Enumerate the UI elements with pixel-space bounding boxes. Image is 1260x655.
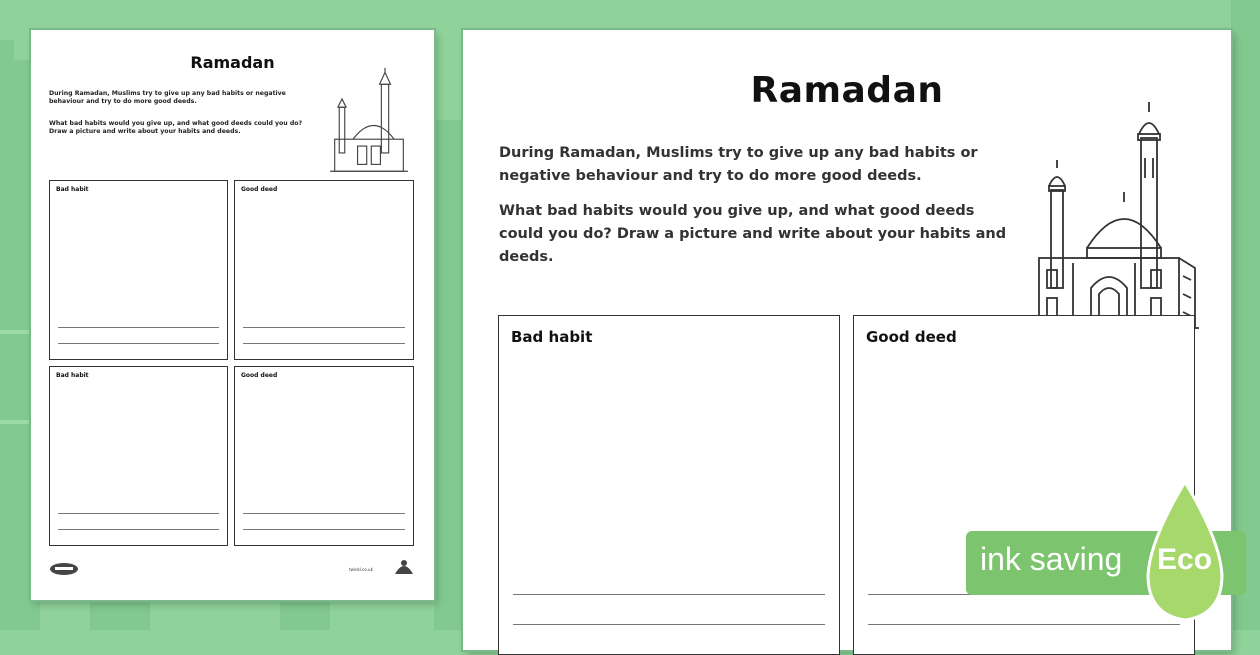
box-label: Bad habit bbox=[56, 372, 89, 379]
habit-box[interactable] bbox=[49, 180, 228, 360]
ink-saving-label: ink saving bbox=[980, 541, 1123, 577]
deed-box[interactable] bbox=[234, 366, 414, 546]
page-title: Ramadan bbox=[190, 53, 275, 72]
box-label: Good deed bbox=[241, 372, 278, 379]
writing-line bbox=[868, 624, 1180, 625]
box-label: Good deed bbox=[866, 328, 957, 346]
writing-line bbox=[58, 513, 219, 514]
writing-line bbox=[58, 529, 219, 530]
habit-box[interactable] bbox=[498, 315, 840, 655]
instruction-paragraph: What bad habits would you give up, and what good deeds could you do? Draw a picture and write about your habits and deeds. bbox=[499, 203, 1007, 265]
box-label: Bad habit bbox=[56, 186, 89, 193]
writing-line bbox=[243, 529, 405, 530]
mosque-illustration bbox=[329, 66, 409, 174]
intro-paragraph: During Ramadan, Muslims try to give up any bad habits or negative behaviour and try to do more good deeds. bbox=[49, 90, 286, 105]
box-label: Good deed bbox=[241, 186, 278, 193]
deed-box[interactable] bbox=[234, 180, 414, 360]
eco-label: Eco bbox=[1157, 543, 1213, 576]
writing-line bbox=[243, 327, 405, 328]
habit-box[interactable] bbox=[49, 366, 228, 546]
instruction-paragraph: What bad habits would you give up, and what good deeds could you do? Draw a picture and write about your habits and deeds. bbox=[49, 120, 303, 135]
writing-line bbox=[58, 343, 219, 344]
brand-mascot-icon bbox=[393, 558, 415, 576]
twinkl-logo-icon bbox=[49, 562, 79, 576]
writing-line bbox=[513, 624, 825, 625]
intro-paragraph: During Ramadan, Muslims try to give up any bad habits or negative behaviour and try to do more good deeds. bbox=[499, 145, 978, 184]
page-title: Ramadan bbox=[750, 70, 944, 111]
box-label: Bad habit bbox=[511, 328, 593, 346]
worksheet-preview-small bbox=[31, 30, 434, 600]
writing-line bbox=[513, 594, 825, 595]
writing-line bbox=[243, 343, 405, 344]
writing-line bbox=[58, 327, 219, 328]
writing-line bbox=[243, 513, 405, 514]
mosque-illustration bbox=[1029, 98, 1199, 334]
footer-url: twinkl.co.uk bbox=[349, 567, 373, 572]
